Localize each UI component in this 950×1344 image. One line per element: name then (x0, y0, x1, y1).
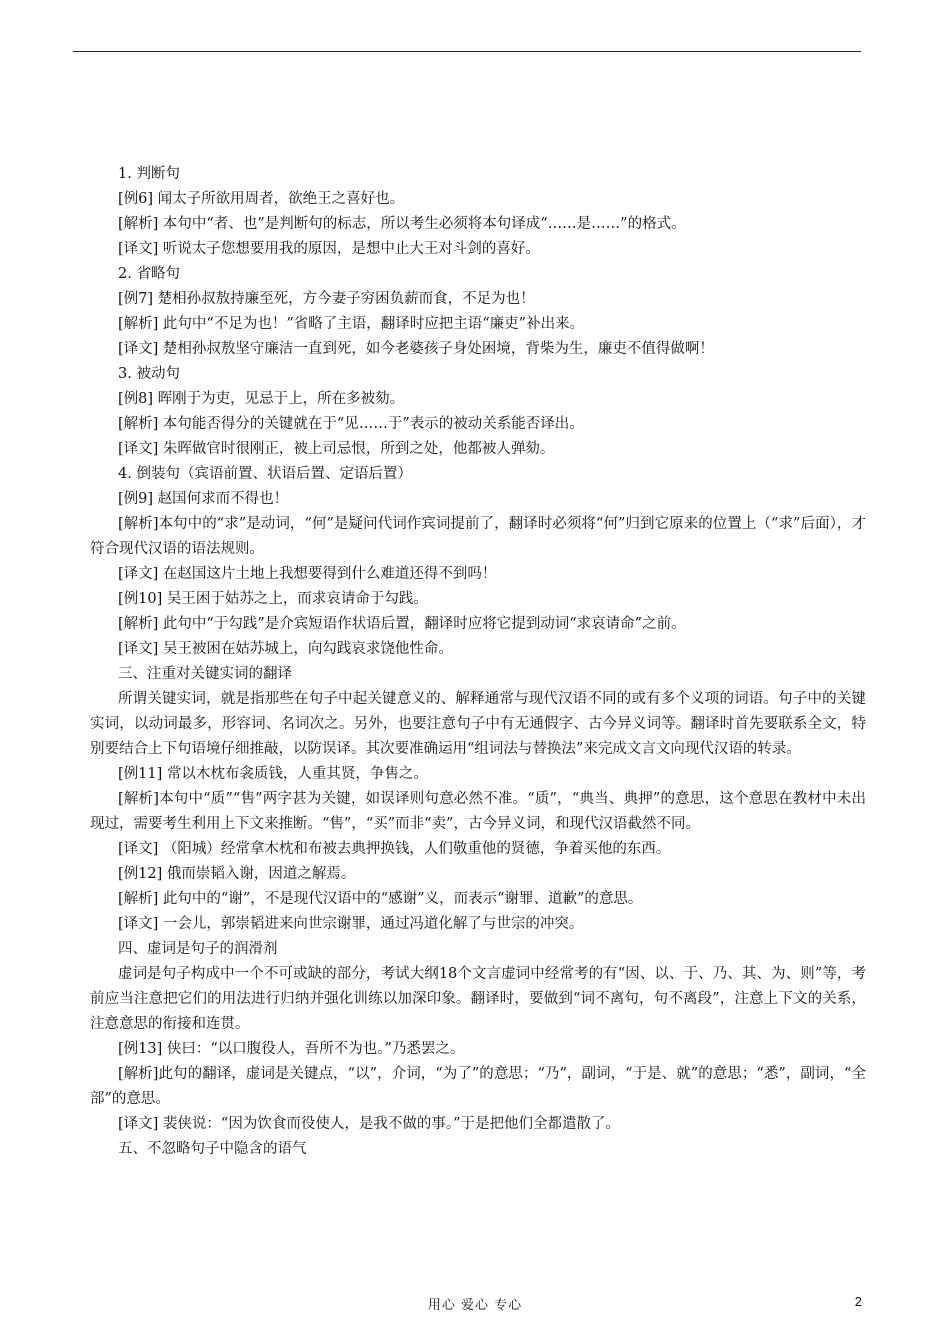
analysis-6: [解析] 本句中“者、也”是判断句的标志，所以考生必须将本句译成“……是……”的格式。 (118, 216, 686, 232)
translation-7: [译文] 楚相孙叔敖坚守廉洁一直到死，如今老婆孩子身处困境，背柴为生，廉吏不值得做啊！ (118, 341, 714, 357)
translation-10: [译文] 吴王被困在姑苏城上，向勾践哀求饶他性命。 (118, 641, 453, 657)
example-11: [例11] 常以木枕布衾质钱，人重其贤，争售之。 (118, 766, 428, 782)
translation-8: [译文] 朱晖做官时很刚正，被上司忌恨，所到之处，他都被人弹劾。 (118, 441, 555, 457)
analysis-13: [解析]此句的翻译，虚词是关键点，“以”，介词，“为了”的意思；“乃”，副词，“于是、就”的意思；“悉”，副词，“全部”的意思。 (90, 1066, 866, 1107)
example-9: [例9] 赵国何求而不得也！ (118, 491, 289, 507)
example-12: [例12] 俄而崇韬入谢，因道之解焉。 (118, 866, 356, 882)
analysis-9: [解析]本句中的“求”是动词，“何”是疑问代词作宾词提前了，翻译时必须将“何”归到它原来的位置上（“求”后面），才符合现代汉语的语法规则。 (90, 516, 866, 557)
section-heading-4: 四、虚词是句子的润滑剂 (118, 941, 278, 957)
translation-13: [译文] 裴侠说：“因为饮食而役使人，是我不做的事。”于是把他们全都遣散了。 (118, 1116, 620, 1132)
page-number: 2 (854, 1294, 862, 1309)
example-10: [例10] 吴王困于姑苏之上，而求哀请命于勾践。 (118, 591, 428, 607)
example-13: [例13] 侠曰：“以口腹役人，吾所不为也。”乃悉罢之。 (118, 1041, 465, 1057)
translation-6: [译文] 听说太子您想要用我的原因，是想中止大王对斗剑的喜好。 (118, 241, 540, 257)
heading-inverted-sentence: 4. 倒装句（宾语前置、状语后置、定语后置） (118, 466, 412, 482)
example-7: [例7] 楚相孙叔敖持廉至死，方今妻子穷困负薪而食，不足为也！ (118, 291, 535, 307)
translation-9: [译文] 在赵国这片土地上我想要得到什么难道还得不到吗！ (118, 566, 497, 582)
analysis-7: [解析] 此句中“不足为也！”省略了主语，翻译时应把主语“廉吏”补出来。 (118, 316, 585, 332)
paragraph-function-words: 虚词是句子构成中一个不可或缺的部分，考试大纲18个文言虚词中经常考的有“因、以、于、乃、其、为、则”等，考前应当注意把它们的用法进行归纳并强化训练以加深印象。翻译时，要做到“词不离句，句不离段”，注意上下文的关系，注意意思的衔接和连贯。 (90, 966, 866, 1032)
paragraph-key-words: 所谓关键实词，就是指那些在句子中起关键意义的、解释通常与现代汉语不同的或有多个义项的词语。句子中的关键实词，以动词最多，形容词、名词次之。另外，也要注意句子中有无通假字、古今异义词等。翻译时首先要联系全文，特别要结合上下句语境仔细推敲，以防误译。其次要准确运用“组词法与替换法”来完成文言文向现代汉语的转录。 (90, 691, 866, 757)
example-8: [例8] 晖刚于为吏，见忌于上，所在多被劾。 (118, 391, 405, 407)
document-body (90, 162, 866, 1162)
heading-passive-sentence: 3. 被动句 (118, 366, 180, 382)
analysis-10: [解析] 此句中“于勾践”是介宾短语作状语后置，翻译时应将它提到动词“求哀请命”之前。 (118, 616, 686, 632)
analysis-8: [解析] 本句能否得分的关键就在于“见……于”表示的被动关系能否译出。 (118, 416, 584, 432)
heading-omission-sentence: 2. 省略句 (118, 266, 180, 282)
section-heading-5: 五、不忽略句子中隐含的语气 (118, 1141, 307, 1157)
example-6: [例6] 闻太子所欲用周者，欲绝王之喜好也。 (118, 191, 405, 207)
section-heading-3: 三、注重对关键实词的翻译 (118, 666, 292, 682)
translation-11: [译文] （阳城）经常拿木枕和布被去典押换钱，人们敬重他的贤德，争着买他的东西。 (118, 841, 671, 857)
analysis-11: [解析]本句中“质”“售”两字甚为关键，如误译则句意必然不准。“质”，“典当、典押”的意思，这个意思在教材中未出现过，需要考生利用上下文来推断。“售”，“买”而非“卖”，古今异义词，和现代汉语截然不同。 (90, 791, 866, 832)
analysis-12: [解析] 此句中的“谢”，不是现代汉语中的“感谢”义，而表示“谢罪、道歉”的意思。 (118, 891, 643, 907)
header-rule (73, 51, 861, 52)
translation-12: [译文] 一会儿，郭崇韬进来向世宗谢罪，通过冯道化解了与世宗的冲突。 (118, 916, 584, 932)
heading-judgment-sentence: 1. 判断句 (118, 166, 180, 182)
page-footer: 用心 爱心 专心 (427, 1298, 523, 1313)
